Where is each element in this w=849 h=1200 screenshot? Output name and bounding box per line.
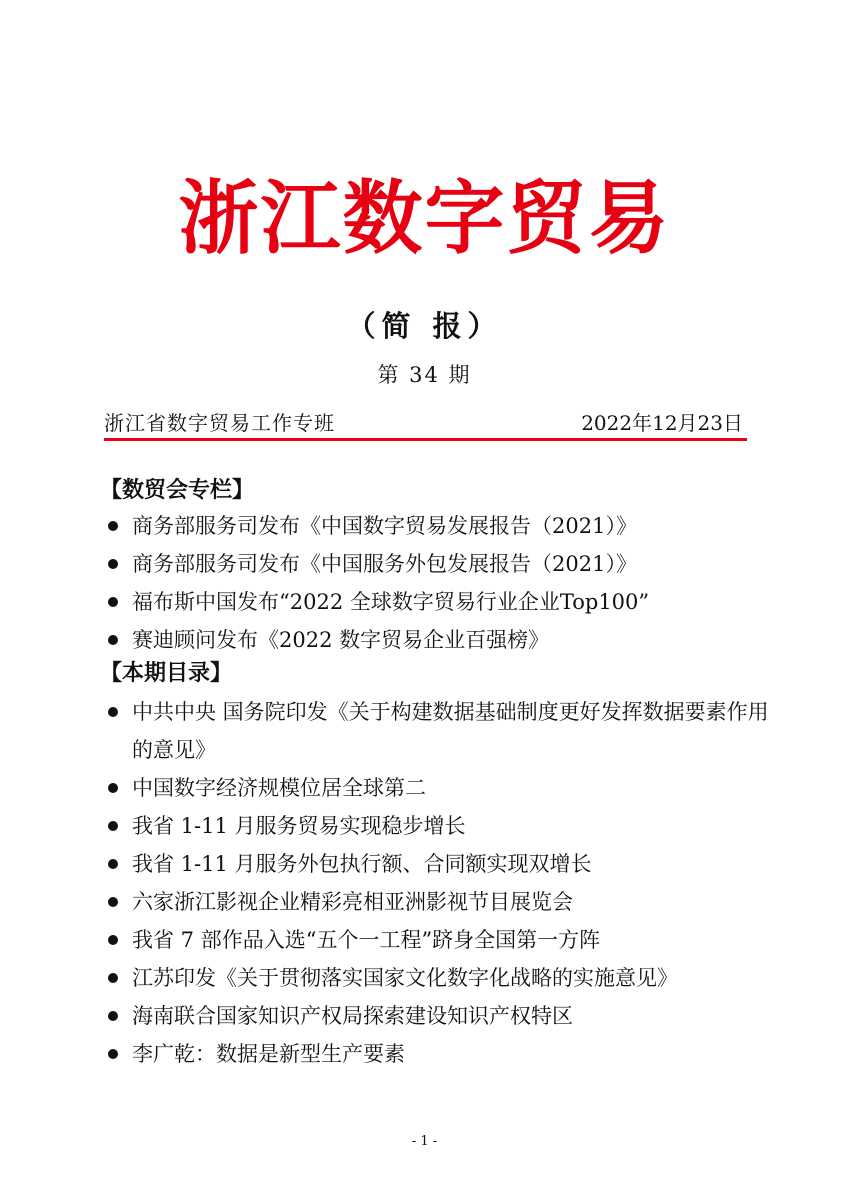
masthead-title: 浙江数字贸易: [178, 171, 671, 265]
list-item[interactable]: [104, 769, 764, 807]
bullet-icon: [108, 1011, 118, 1021]
list-item[interactable]: [104, 959, 764, 997]
bullet-icon: [108, 707, 118, 717]
bullet-icon: [108, 859, 118, 869]
contents-section-title: 【本期目录】: [100, 661, 233, 686]
bullet-icon: [108, 559, 118, 569]
bullet-icon: [108, 897, 118, 907]
list-item-text: 商务部服务司发布《中国数字贸易发展报告（2021）》: [132, 514, 637, 538]
publisher-line: [104, 408, 747, 438]
bullet-icon: [108, 635, 118, 645]
list-item[interactable]: [104, 545, 764, 583]
list-item[interactable]: [104, 997, 764, 1035]
bulletin-subtitle: （简 报）: [346, 309, 503, 343]
list-item-text: 商务部服务司发布《中国服务外包发展报告（2021）》: [132, 552, 637, 576]
list-item[interactable]: [104, 807, 764, 845]
list-item[interactable]: [104, 921, 764, 959]
bullet-icon: [108, 521, 118, 531]
page-number: - 1 -: [411, 1134, 438, 1149]
list-item-text: 福布斯中国发布“2022 全球数字贸易行业企业Top100”: [132, 590, 650, 614]
list-item-text: 李广乾：数据是新型生产要素: [132, 1042, 405, 1066]
list-item-text: 中共中央 国务院印发《关于构建数据基础制度更好发挥数据要素作用的意见》: [132, 700, 769, 762]
list-item[interactable]: [104, 1035, 764, 1073]
column-section-title: 【数贸会专栏】: [100, 478, 255, 503]
list-item-text: 六家浙江影视企业精彩亮相亚洲影视节目展览会: [132, 890, 573, 914]
column-section-list: [104, 507, 764, 659]
list-item-text: 我省 1-11 月服务贸易实现稳步增长: [132, 814, 466, 838]
contents-section-list: [104, 693, 769, 1073]
bullet-icon: [108, 597, 118, 607]
list-item-text: 我省 1-11 月服务外包执行额、合同额实现双增长: [132, 852, 592, 876]
publish-date: 2022年12月23日: [581, 411, 743, 435]
list-item[interactable]: [104, 845, 764, 883]
list-item[interactable]: [104, 507, 764, 545]
bullet-icon: [108, 1049, 118, 1059]
list-item-text: 中国数字经济规模位居全球第二: [132, 776, 426, 800]
publisher-organization: 浙江省数字贸易工作专班: [104, 411, 335, 435]
bullet-icon: [108, 935, 118, 945]
list-item-text: 赛迪顾问发布《2022 数字贸易企业百强榜》: [132, 628, 550, 652]
list-item-text: 江苏印发《关于贯彻落实国家文化数字化战略的实施意见》: [132, 966, 678, 990]
list-item-text: 我省 7 部作品入选“五个一工程”跻身全国第一方阵: [132, 928, 601, 952]
bullet-icon: [108, 783, 118, 793]
list-item[interactable]: [104, 583, 764, 621]
list-item[interactable]: [104, 621, 764, 659]
list-item-text: 海南联合国家知识产权局探索建设知识产权特区: [132, 1004, 573, 1028]
list-item[interactable]: [104, 693, 772, 769]
header-divider: [104, 438, 747, 441]
list-item[interactable]: [104, 883, 764, 921]
bullet-icon: [108, 973, 118, 983]
bullet-icon: [108, 821, 118, 831]
issue-number: 第 34 期: [377, 363, 472, 387]
